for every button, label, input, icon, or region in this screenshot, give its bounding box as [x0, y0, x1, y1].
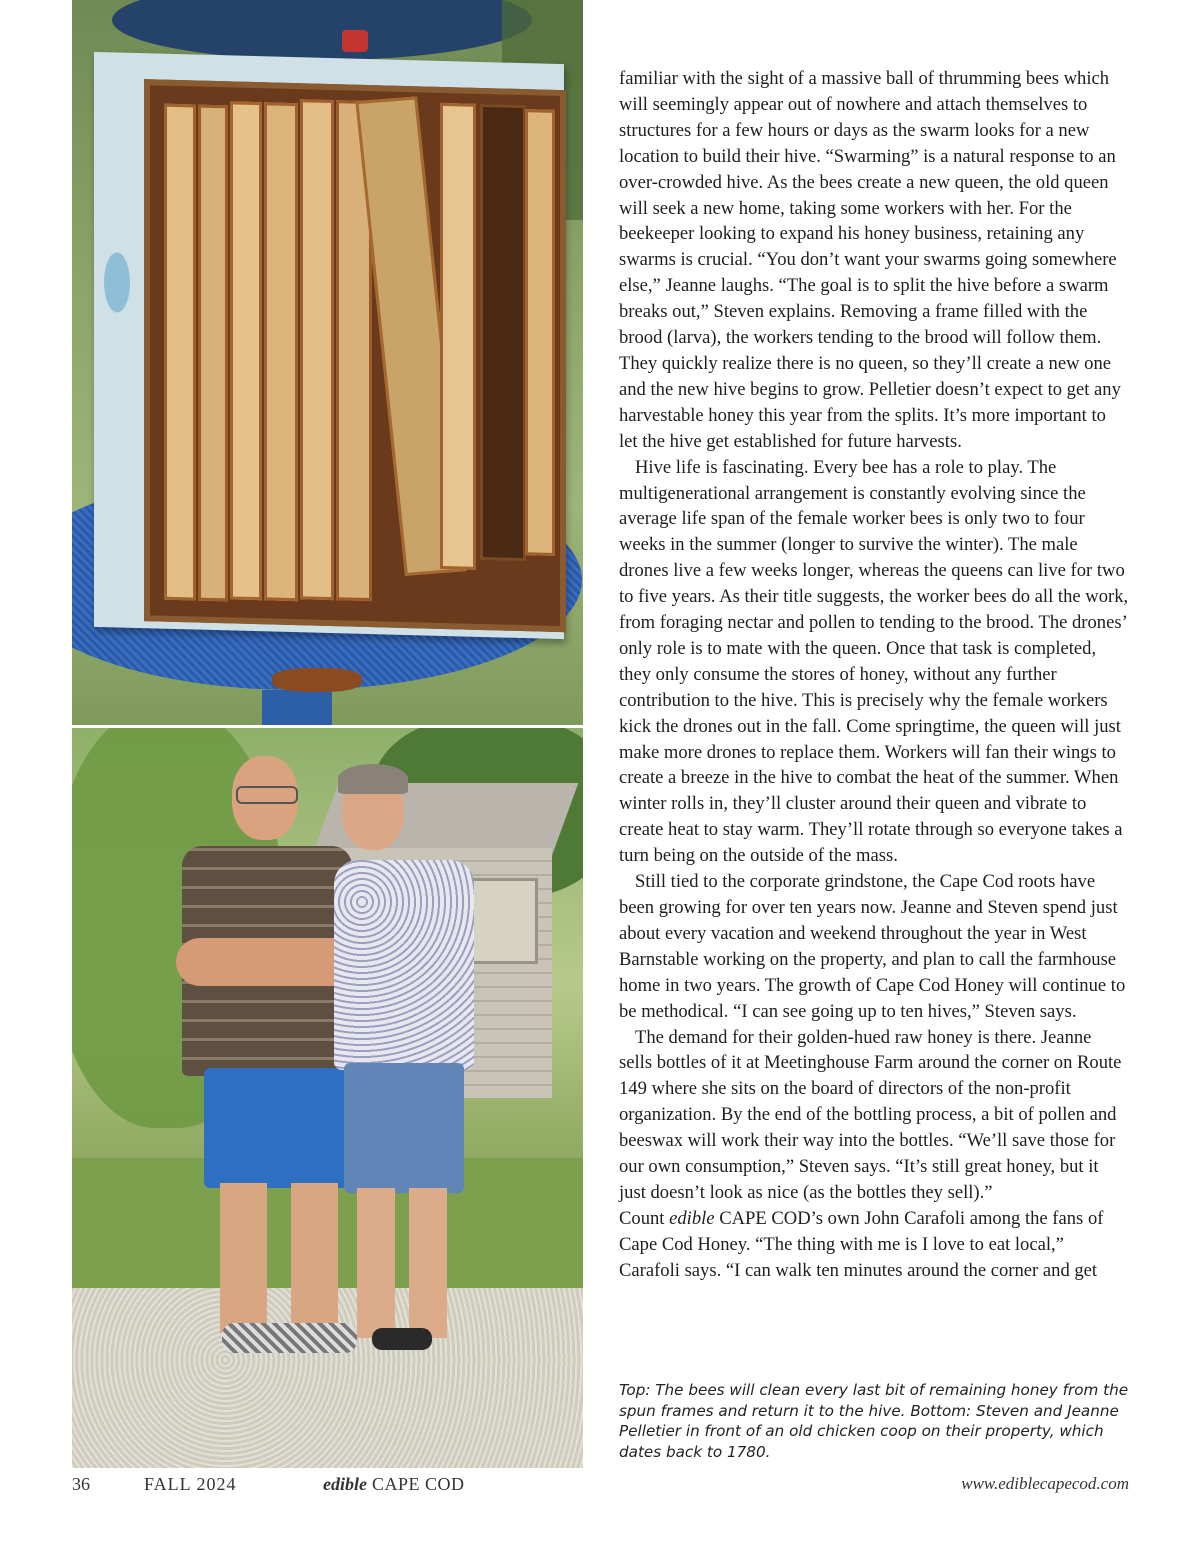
- woman-hair: [338, 764, 408, 794]
- hive-box: [94, 52, 564, 639]
- frame: [198, 105, 228, 602]
- vehicle-light: [342, 30, 368, 52]
- issue-date: FALL 2024: [144, 1474, 237, 1494]
- man-legs: [220, 1183, 338, 1333]
- masthead-name: CAPE COD: [366, 1474, 465, 1494]
- hive-box-label-mark: [104, 252, 130, 313]
- woman-blouse: [334, 860, 474, 1070]
- magazine-masthead: [323, 1474, 465, 1495]
- masthead-edible: edible: [323, 1474, 367, 1494]
- article-paragraph: familiar with the sight of a massive ball of thrumming bees which will seemingly appear out of nowhere and attach themselves to structures for a few hours or days as the swarm looks for a new location to build their hive. “Swarming” is a natural response to an over-crowded hive. As the bees create a new queen, the old queen will seek a new home, taking some workers with her. For the beekeeper looking to expand his honey business, retaining any swarms is crucial. “You don’t want your swarms going somewhere else,” Jeanne laughs. “The goal is to split the hive before a swarm breaks out,” Steven explains. Removing a frame filled with the brood (larva), the workers tending to the brood will follow them. They quickly realize there is no queen, so they’ll create a new one and the new hive begins to grow. Pelletier doesn’t expect to get any harvestable honey this year from the splits. It’s more important to let the hive get established for future harvests.: [619, 68, 1121, 452]
- man-glasses: [236, 786, 298, 804]
- article-text: CAPE COD’s own John Carafoli among the fans of Cape Cod Honey. “The thing with me is I love to eat local,” Carafoli says. “I can walk ten minutes around the corner and get: [619, 1207, 1104, 1281]
- table-leg: [262, 690, 332, 725]
- man-shoes: [222, 1323, 357, 1353]
- frame: [230, 101, 262, 600]
- frame: [525, 109, 555, 556]
- table-rust: [272, 668, 362, 692]
- article-paragraph: Still tied to the corporate grindstone, the Cape Cod roots have been growing for over ten years now. Jeanne and Steven spend just about every vacation and weekend throughout the year in West Barnstable working on the property, and plan to call the farmhouse home in two years. The growth of Cape Cod Honey will continue to be methodical. “I can see going up to ten hives,” Steven says.: [619, 871, 1126, 1022]
- photo-caption: Top: The bees will clean every last bit of remaining honey from the spun frames and return it to the hive. Bottom: Steven and Jeanne Pelletier in front of an old chicken coop on their property, which dates back to 1780.: [619, 1381, 1129, 1461]
- frame: [264, 102, 298, 601]
- website-url[interactable]: www.ediblecapecod.com: [961, 1474, 1129, 1493]
- vehicle-background: [112, 0, 532, 60]
- article-paragraph-continued: [619, 1206, 1129, 1284]
- woman-legs: [357, 1188, 447, 1338]
- woman-shorts: [344, 1063, 464, 1193]
- article-paragraph: The demand for their golden-hued raw honey is there. Jeanne sells bottles of it at Meetinghouse Farm around the corner on Route 149 where she sits on the board of directors of the non-profit organization. By the end of the bottling process, a bit of pollen and beeswax will work their way into the bottles. “We’ll save those for our own consumption,” Steven says. “It’s still great honey, but it just doesn’t look as nice (as the bottles they sell).”: [619, 1026, 1122, 1203]
- frame: [440, 103, 476, 570]
- man-shorts: [204, 1068, 354, 1188]
- hive-box-interior: [144, 79, 566, 632]
- frame: [164, 104, 196, 601]
- hive-frames-photo: [72, 0, 583, 725]
- edible-brand-text: edible: [669, 1207, 715, 1229]
- dark-comb-frame: [480, 104, 526, 561]
- article-paragraph: Hive life is fascinating. Every bee has a role to play. The multigenerational arrangement is constantly evolving since the average life span of the female worker bees is only two to four weeks in the summer (longer to survive the winter). The male drones live a few weeks longer, whereas the queens can live for two to five years. As their title suggests, the worker bees do all the work, from foraging nectar and pollen to tending to the brood. The drones’ only role is to mate with the queen. Once that task is completed, they only consume the stores of honey, without any further contribution to the hive. This is precisely why the female workers kick the drones out in the fall. Come springtime, the queen will just make more drones to replace them. Workers will fan their wings to create a breeze in the hive to combat the heat of the summer. When winter rolls in, they’ll cluster around their queen and vibrate to create heat to stay warm. They’ll rotate through so everyone takes a turn being on the outside of the mass.: [619, 456, 1129, 867]
- article-text: Count: [619, 1207, 670, 1229]
- article-body: [619, 66, 1129, 1284]
- frame: [300, 99, 334, 600]
- page-number: 36: [72, 1474, 90, 1494]
- couple-photo: [72, 728, 583, 1468]
- woman-sandals: [372, 1328, 432, 1350]
